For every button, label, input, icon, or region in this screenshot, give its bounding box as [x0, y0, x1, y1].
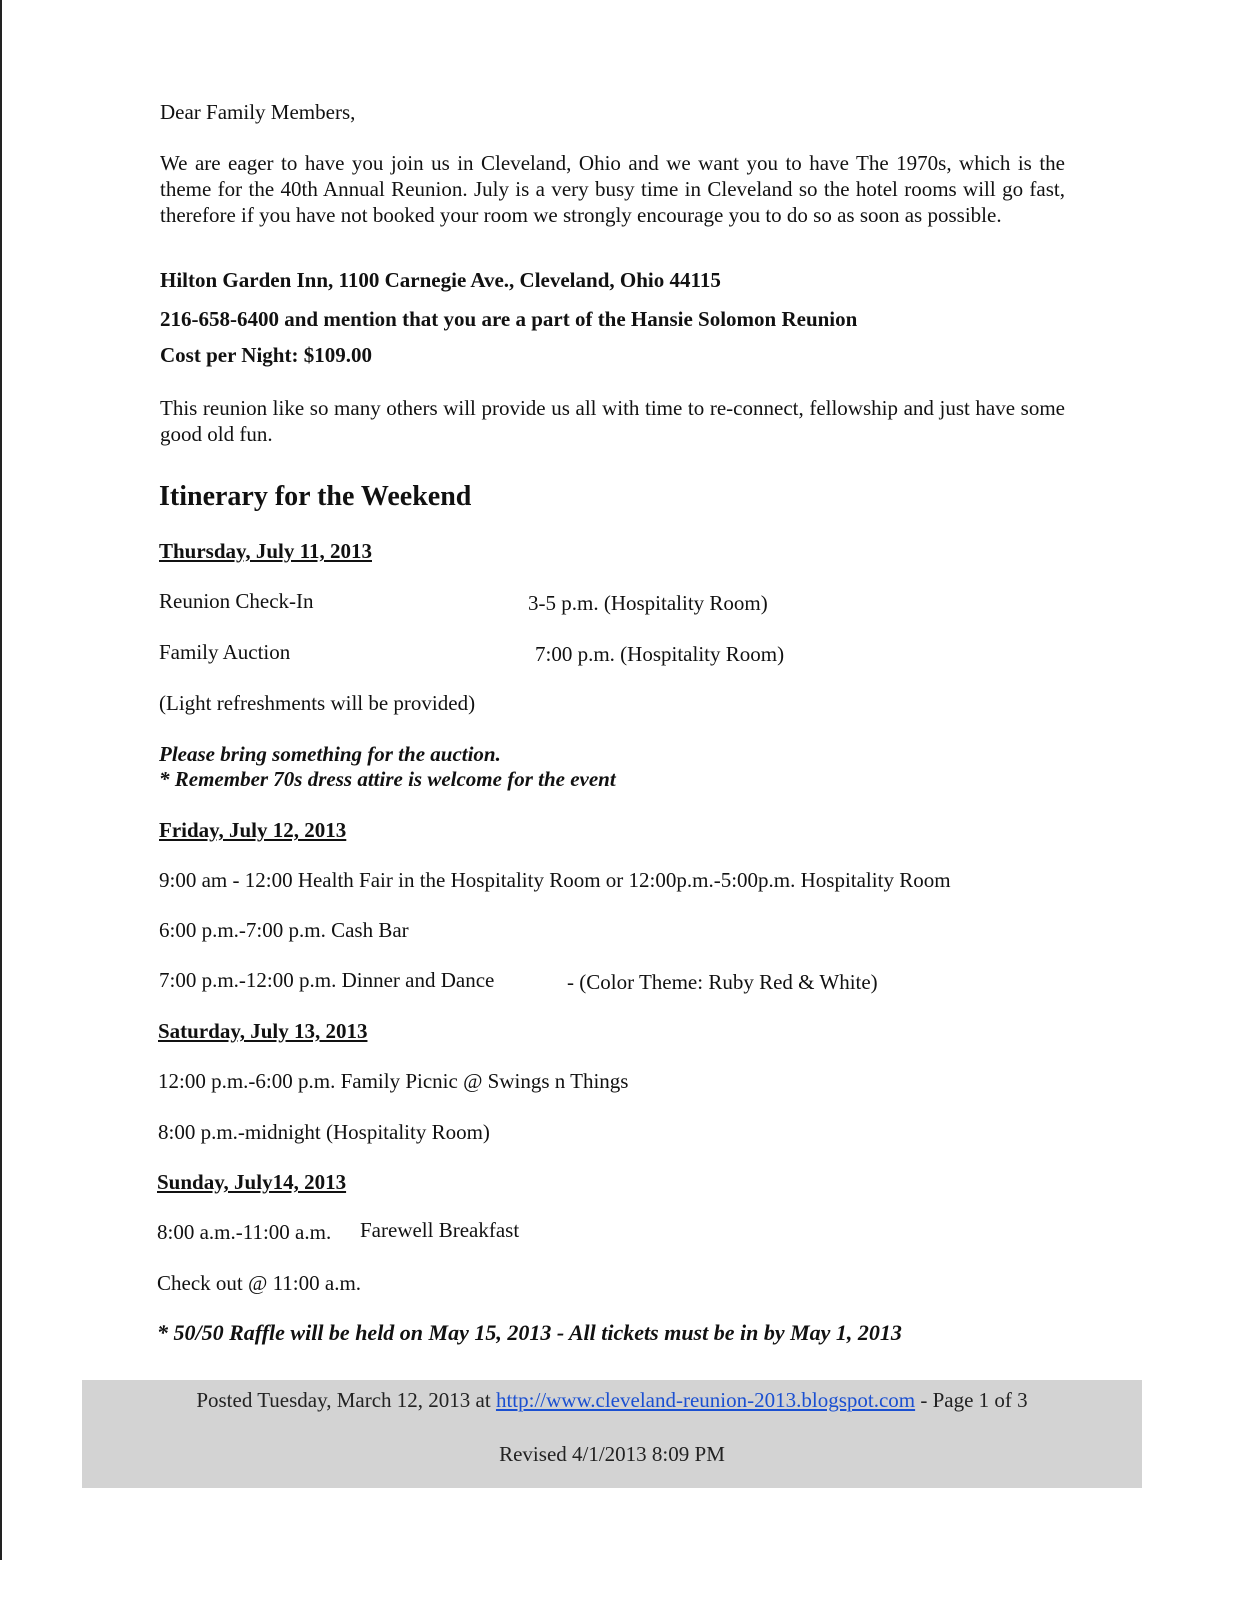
auction-note: Please bring something for the auction.	[159, 742, 501, 766]
footer-page-number: - Page 1 of 3	[915, 1388, 1028, 1412]
saturday-item-picnic: 12:00 p.m.-6:00 p.m. Family Picnic @ Swings n Things	[158, 1069, 629, 1093]
footer-revised: Revised 4/1/2013 8:09 PM	[499, 1442, 725, 1466]
raffle-note: * 50/50 Raffle will be held on May 15, 2013 - All tickets must be in by May 1, 2013	[157, 1320, 902, 1345]
hotel-phone: 216-658-6400 and mention that you are a part of the Hansie Solomon Reunion	[160, 307, 858, 331]
sunday-breakfast-time: 8:00 a.m.-11:00 a.m.	[157, 1220, 332, 1244]
friday-color-theme: - (Color Theme: Ruby Red & White)	[567, 970, 878, 994]
sunday-breakfast-event: Farewell Breakfast	[360, 1218, 520, 1242]
refreshments-note: (Light refreshments will be provided)	[159, 691, 476, 715]
checkin-time: 3-5 p.m. (Hospitality Room)	[528, 591, 768, 615]
footer-posted-prefix: Posted Tuesday, March 12, 2013 at	[196, 1388, 496, 1412]
hotel-address: Hilton Garden Inn, 1100 Carnegie Ave., Cleveland, Ohio 44115	[160, 268, 721, 292]
footer-banner	[82, 1380, 1142, 1488]
attire-note: * Remember 70s dress attire is welcome for the event	[159, 767, 616, 791]
friday-item-cash-bar: 6:00 p.m.-7:00 p.m. Cash Bar	[159, 918, 409, 942]
greeting: Dear Family Members,	[160, 100, 356, 124]
saturday-date: Saturday, July 13, 2013	[158, 1019, 368, 1043]
hotel-cost: Cost per Night: $109.00	[160, 343, 372, 367]
saturday-item-hospitality: 8:00 p.m.-midnight (Hospitality Room)	[158, 1120, 490, 1144]
friday-date: Friday, July 12, 2013	[159, 818, 347, 842]
blog-link[interactable]: http://www.cleveland-reunion-2013.blogspot.com	[495, 1388, 916, 1412]
intro-paragraph: We are eager to have you join us in Cleveland, Ohio and we want you to have The 1970s, which is the theme for the 40th Annual Reunion. July is a very busy time in Cleveland so the hotel rooms will go fast, therefore if you have not booked your room we strongly encourage you to do so as soon as possible.	[160, 151, 1065, 227]
friday-item-dinner-dance: 7:00 p.m.-12:00 p.m. Dinner and Dance	[159, 968, 495, 992]
auction-label: Family Auction	[159, 640, 291, 664]
friday-item-health-fair: 9:00 am - 12:00 Health Fair in the Hospitality Room or 12:00p.m.-5:00p.m. Hospitality Room	[159, 868, 951, 892]
sunday-date: Sunday, July14, 2013	[157, 1170, 347, 1194]
footer-posted-line	[82, 1388, 1142, 1413]
checkin-label: Reunion Check-In	[159, 589, 314, 613]
sunday-checkout: Check out @ 11:00 a.m.	[157, 1271, 362, 1295]
thursday-date: Thursday, July 11, 2013	[159, 539, 372, 563]
closing-paragraph: This reunion like so many others will provide us all with time to re-connect, fellowship and just have some good old fun.	[160, 396, 1065, 446]
itinerary-heading: Itinerary for the Weekend	[159, 481, 472, 512]
auction-time: 7:00 p.m. (Hospitality Room)	[535, 642, 785, 666]
